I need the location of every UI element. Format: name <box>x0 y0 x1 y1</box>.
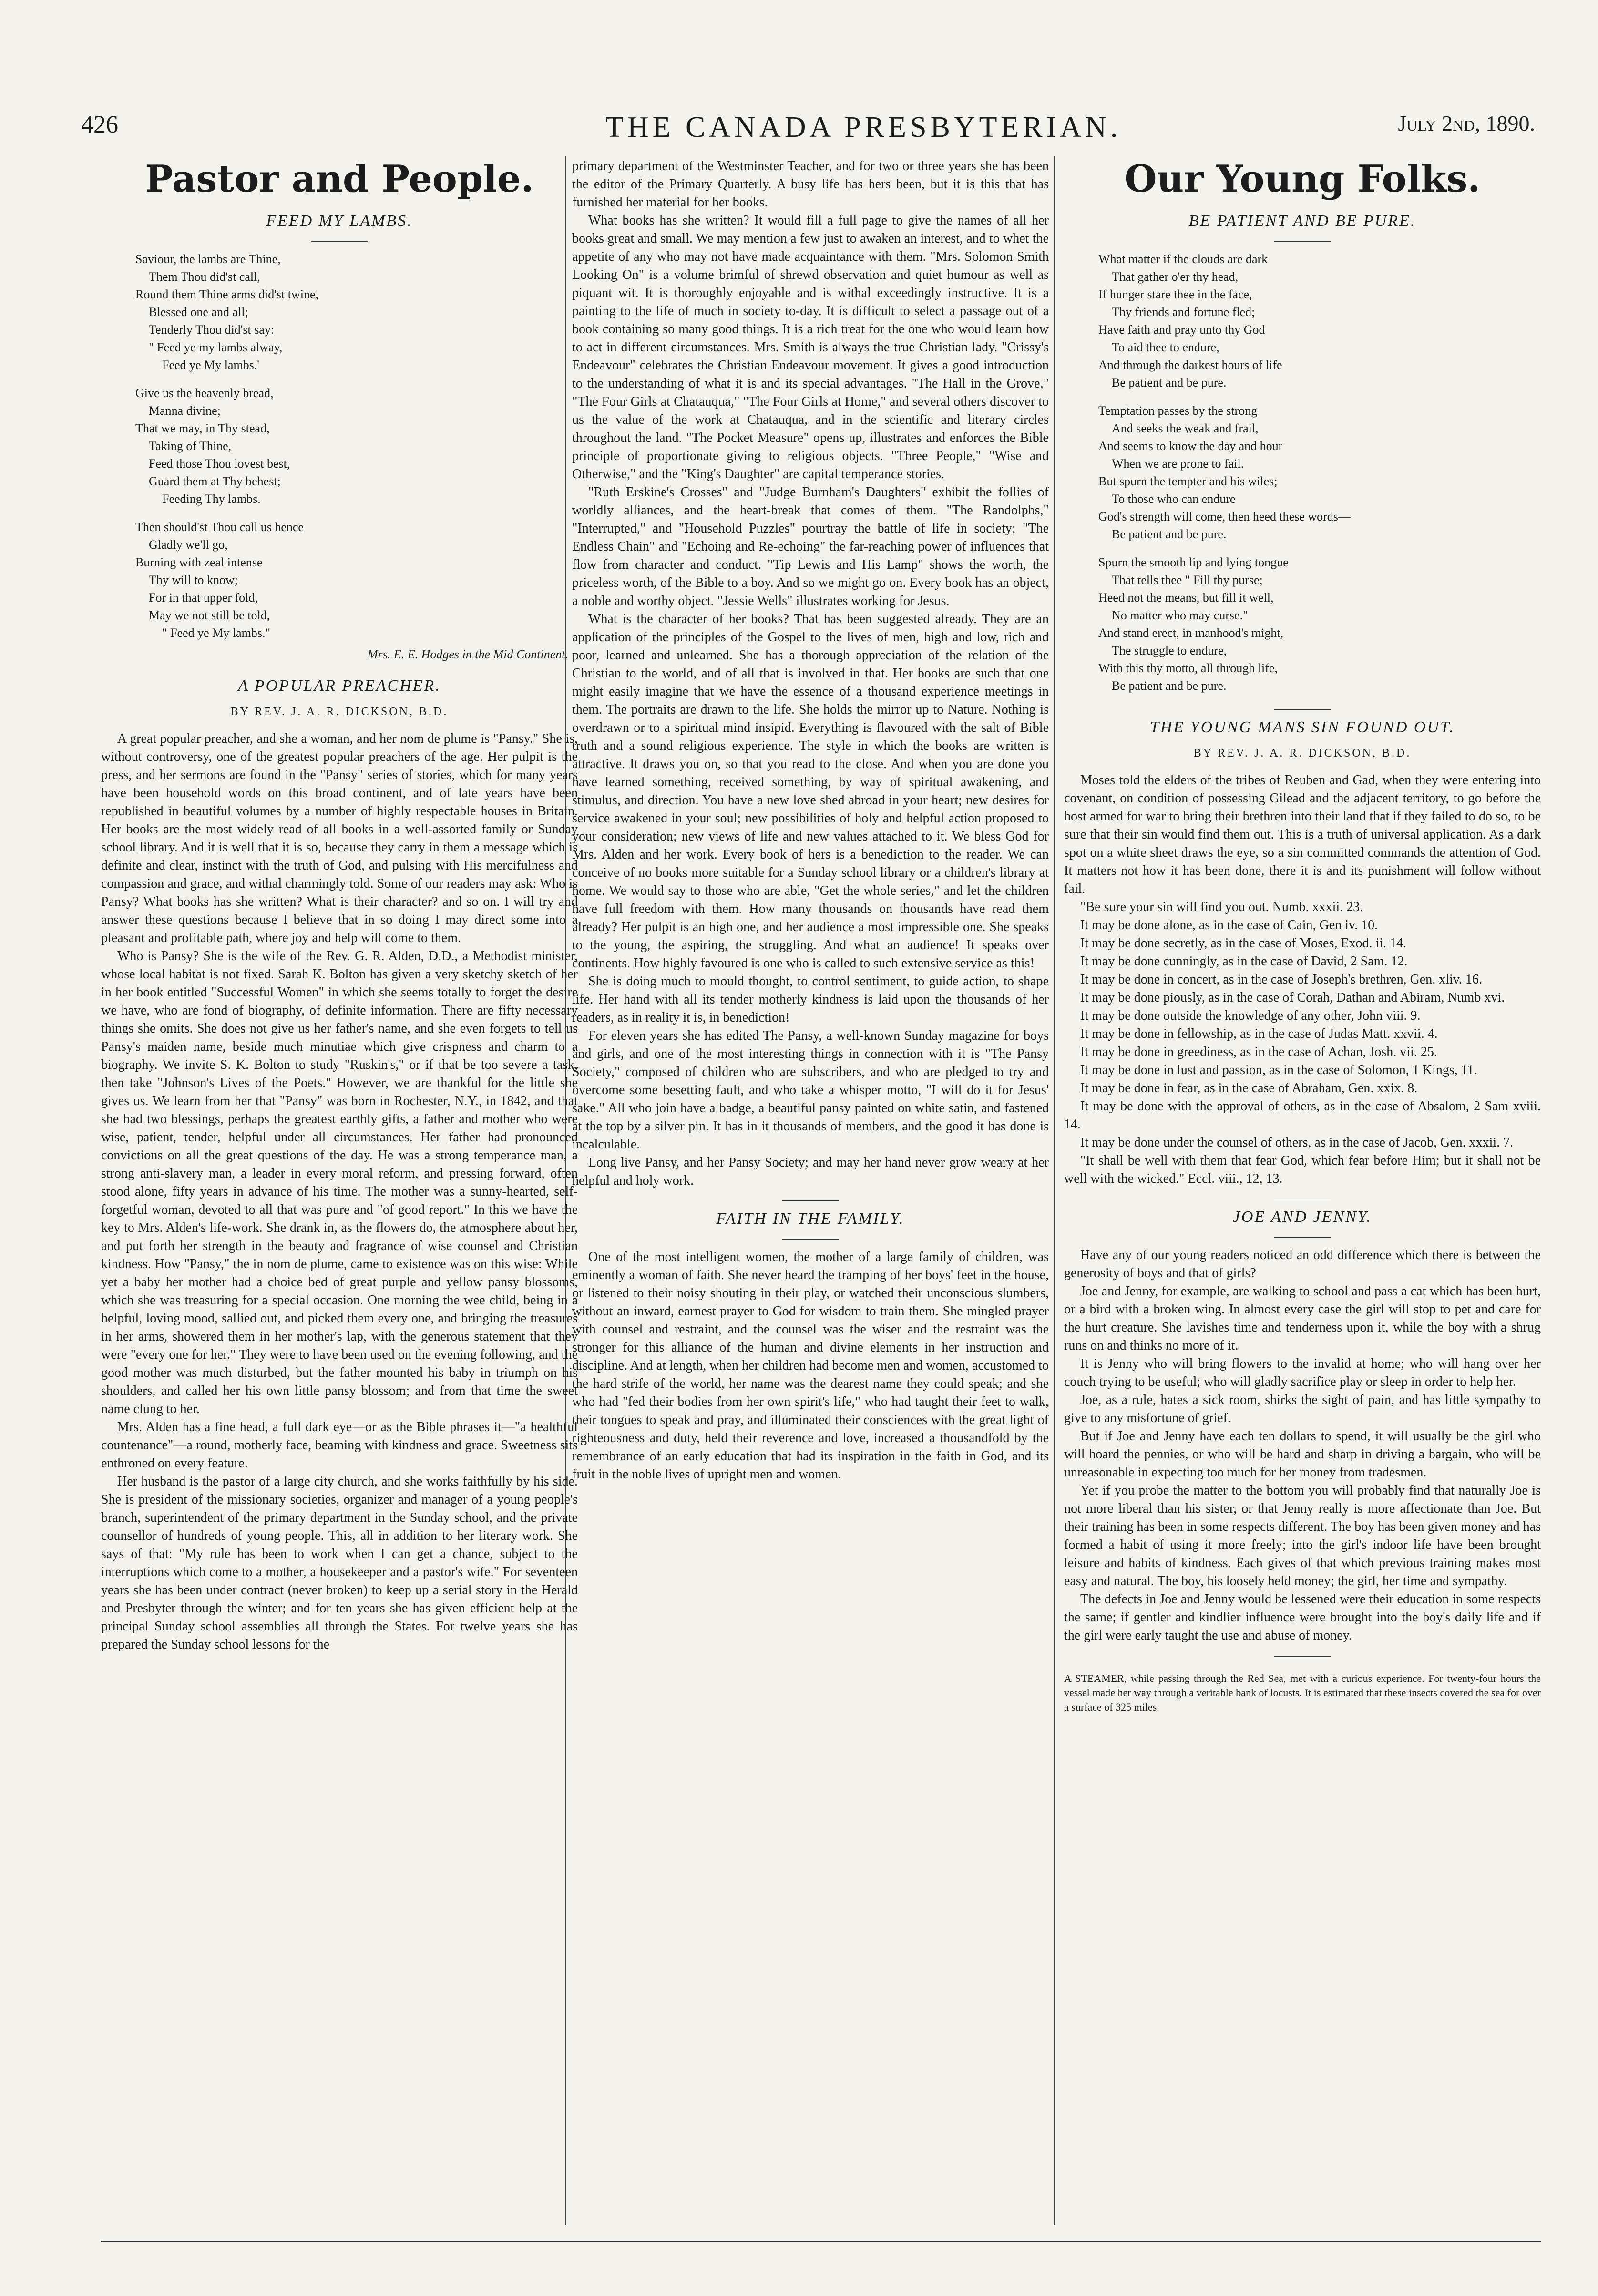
article-body <box>1064 1246 1541 1645</box>
poem-line: That gather o'er thy head, <box>1112 270 1239 284</box>
divider <box>1274 1237 1331 1238</box>
divider <box>782 1200 839 1201</box>
poem-line: Guard them at Thy behest; <box>149 474 281 488</box>
poem-line: But spurn the tempter and his wiles; <box>1098 474 1278 488</box>
article-title: JOE AND JENNY. <box>1232 1208 1373 1226</box>
poem-line: What matter if the clouds are dark <box>1098 252 1268 266</box>
paragraph: Yet if you probe the matter to the bottom you will probably find that naturally Joe is not more liberal than his sister, or that Jenny really is more affectionate than Joe. But their training has been in some respects different. The boy has been given money and has formed a habit of using it more freely; into the girl's indoor life have been brought leisure and habits of kindness. Each gives of that which previous training makes most easy and natural. The boy, his loosely held money; the girl, her time and sympathy. <box>1064 1483 1541 1589</box>
paragraph: Long live Pansy, and her Pansy Society; and may her hand never grow weary at her helpful and holy work. <box>572 1155 1049 1188</box>
poem-line: Feeding Thy lambs. <box>162 492 261 506</box>
poem <box>1098 250 1541 695</box>
poem-line: Feed ye My lambs.' <box>162 358 259 372</box>
paragraph: The defects in Joe and Jenny would be lessened were their education in some respects the same; if gentler and kindlier influence were brought into the boy's daily life and if the girl were early taught the use and abuse of money. <box>1064 1592 1541 1643</box>
poem-line: Blessed one and all; <box>149 305 248 319</box>
paragraph: Joe and Jenny, for example, are walking to school and pass a cat which has been hurt, or a bird with a broken wing. In almost every case the girl will stop to pet and care for the hurt creature. She lavishes time and tenderness upon it, while the boy with a shrug runs on and thinks no more of it. <box>1064 1284 1541 1353</box>
poem-line: To those who can endure <box>1112 492 1236 506</box>
poem-line: And stand erect, in manhood's might, <box>1098 626 1284 640</box>
poem-line: Round them Thine arms did'st twine, <box>135 287 319 301</box>
paragraph: Who is Pansy? She is the wife of the Rev. G. R. Alden, D.D., a Methodist minister, whose local habitat is not fixed. Sarah K. Bolton has given a very sketchy sketch of her in her book entitled "Successful Women" in which she seems totally to forget the desire we have, who are fond of biography, of definite information. There are fifty necessary things she omits. She does not give us her father's name, and she even forgets to tell us Pansy's maiden name, beside much minutiae which give crispness and charm to a biography. We invite S. K. Bolton to study "Ruskin's," or if that be too severe a task, then take "Johnson's Lives of the Poets." However, we are thankful for the little she gives us. We learn from her that "Pansy" was born in Rochester, N.Y., in 1842, and that she had two blessings, perhaps the greatest earthly gifts, a father and mother who were wise, patient, tender, helpful under all circumstances. Her father had pronounced convictions on all the great questions of the day. He was a strong temperance man, a strong anti-slavery man, a leader in every moral reform, and pressing forward, often stood alone, fifty years in advance of his time. The mother was a sunny-hearted, self-forgetful woman, devoted to all that was pure and "of good report." In this we have the key to Mrs. Alden's life-work. She drank in, as the flowers do, the atmosphere about her, and put forth her strength in the beauty and fragrance of wise counsel and Christian kindness. How "Pansy," the in nom de plume, came to existence was on this wise: While yet a baby her mother had a choice bed of great purple and yellow pansy blossoms, which she was treasuring for a special occasion. One morning the wee child, being in a helpful, loving mood, sallied out, and picked them every one, and bringing the treasures in her arms, showered them in her mother's lap, with the generous statement that they were "every one for her." They were to have been used on the evening following, and the good mother was much disturbed, but the father mounted his baby in triumph on his shoulders, and called her his own little pansy blossom; and from that time the sweet name clung to her. <box>101 949 578 1416</box>
poem-line: Feed those Thou lovest best, <box>149 457 290 471</box>
poem-line: May we not still be told, <box>149 608 270 622</box>
poem-line: Heed not the means, but fill it well, <box>1098 591 1274 605</box>
paragraph: She is doing much to mould thought, to control sentiment, to guide action, to shape life. Her hand with all its tender motherly kindness is laid upon the thousands of her readers, as in reality it is, in benediction! <box>572 974 1049 1025</box>
article-body-continued <box>572 157 1049 1190</box>
paragraph: "It shall be well with them that fear God, which fear before Him; but it shall not be well with the wicked." Eccl. viii., 12, 13. <box>1064 1153 1541 1186</box>
paragraph: It may be done piously, as in the case of Corah, Dathan and Abiram, Numb xvi. <box>1080 990 1505 1005</box>
note-lead: A STEAMER, <box>1064 1672 1127 1684</box>
poem-line: Be patient and be pure. <box>1112 376 1227 390</box>
poem-line: Thy friends and fortune fled; <box>1112 305 1255 319</box>
column-rule <box>1054 156 1055 2225</box>
news-note <box>1064 1671 1541 1714</box>
poem-line: The struggle to endure, <box>1112 644 1227 657</box>
paragraph: But if Joe and Jenny have each ten dollars to spend, it will usually be the girl who will hoard the pennies, or who will be hard and sharp in driving a bargain, who will be unreasonable in expecting too much for her money from tradesmen. <box>1064 1429 1541 1480</box>
divider <box>1274 241 1331 242</box>
paragraph: primary department of the Westminster Teacher, and for two or three years she has been the editor of the Primary Quarterly. A busy life has hers been, but it is this that has furnished her material for her books. <box>572 159 1049 210</box>
poem-line: That tells thee " Fill thy purse; <box>1112 573 1263 587</box>
poem-line: Gladly we'll go, <box>149 538 228 552</box>
poem-line: Taking of Thine, <box>149 439 232 453</box>
poem-line: Manna divine; <box>149 404 221 418</box>
paragraph: One of the most intelligent women, the mother of a large family of children, was eminently a woman of faith. She never heard the tramping of her boys' feet in the house, or listened to their noisy shouting in their play, or watched their unconscious slumbers, without an inward, earnest prayer to God for wisdom to train them. She mingled prayer with counsel and restraint, and the counsel was the wiser and the restraint was the stronger for this alliance of the human and divine elements in her instruction and discipline. And at length, when her children had become men and women, accustomed to the hard strife of the world, her name was the dearest name they could speak; and she who had "fed their bodies from her own spirit's life," who had taught their feet to walk, their tongues to speak and pray, and illuminated their consciences with the great light of righteousness and duty, held their reverence and love, increased a thousandfold by the remembrance of an early education that had its inspiration in the faith in God, and its fruit in the noble lives of upright men and women. <box>572 1250 1049 1482</box>
issue-date: July 2nd, 1890. <box>1398 111 1535 135</box>
paragraph: It may be done in lust and passion, as in the case of Solomon, 1 Kings, 11. <box>1080 1063 1477 1077</box>
poem-title: FEED MY LAMBS. <box>266 212 413 230</box>
divider <box>311 241 368 242</box>
paragraph: Mrs. Alden has a fine head, a full dark eye—or as the Bible phrases it—"a healthful countenance"—a round, motherly face, beaming with kindness and grace. Sweetness sits enthroned on every feature. <box>101 1420 578 1471</box>
poem-line: Temptation passes by the strong <box>1098 404 1258 418</box>
column-left <box>101 157 578 2231</box>
paragraph: Her husband is the pastor of a large city church, and she works faithfully by his side. She is president of the missionary societies, organizer and manager of a young people's branch, superintendent of the primary department in the Sunday school, and the private counsellor of hundreds of young people. This, all in addition to her literary work. She says of that: "My rule has been to work when I can get a chance, subject to the interruptions which come to a mother, a housekeeper and a pastor's wife." For seventeen years she has been under contract (never broken) to keep up a serial story in the Herald and Presbyter through the winter; and for ten years she has given efficient help at the principal Sunday school assemblies all through the States. For twelve years she has prepared the Sunday school lessons for the <box>101 1474 578 1652</box>
paragraph: It may be done alone, as in the case of Cain, Gen iv. 10. <box>1080 918 1378 933</box>
poem-line: To aid thee to endure, <box>1112 340 1219 354</box>
divider <box>1274 1656 1331 1657</box>
poem-line: That we may, in Thy stead, <box>135 421 270 435</box>
paragraph: A great popular preacher, and she a woman, and her nom de plume is "Pansy." She is, without controversy, one of the greatest popular preachers of the age. Her pulpit is the press, and her sermons are found in the "Pansy" series of stories, which for many years have been household words on this broad continent, and of late years have been republished in beautiful volumes by a number of highly respectable houses in Britain. Her books are the most widely read of all books in a well-assorted family or Sunday school library. And it is well that it is so, because they carry in them a message which is definite and clear, instinct with the truth of God, and pulsing with His mercifulness and compassion and grace, and withal charmingly told. Some of our readers may ask: Who is Pansy? What books has she written? What is their character? and so on. I will try and answer these questions because I believe that in so doing I may direct some into a pleasant and profitable path, where joy and help will come to them. <box>101 731 578 945</box>
poem-line: And seems to know the day and hour <box>1098 439 1283 453</box>
paragraph: It may be done in fellowship, as in the case of Judas Matt. xxvii. 4. <box>1080 1026 1438 1041</box>
paragraph: Moses told the elders of the tribes of Reuben and Gad, when they were entering into covenant, on condition of possessing Gilead and the adjacent territory, to go before the host armed for war to bring their brethren into their land that if they failed to do so, to be sure that their sin would find them out. This is a truth of universal application. As a dark spot on a white sheet draws the eye, so a sin committed commands the attention of God. It matters not how it has been done, there it is and its punishment will follow without fail. <box>1064 773 1541 896</box>
department-title: Pastor and People. <box>145 157 534 201</box>
poem-line: For in that upper fold, <box>149 591 258 605</box>
department-title: Our Young Folks. <box>1124 157 1481 201</box>
paragraph: Have any of our young readers noticed an odd difference which there is between the generosity of boys and that of girls? <box>1064 1248 1541 1281</box>
page-number: 426 <box>81 111 118 138</box>
stanza-gap <box>135 508 578 518</box>
poem-line: Be patient and be pure. <box>1112 527 1227 541</box>
poem-line: " Feed ye my lambs alway, <box>149 340 283 354</box>
divider <box>782 1239 839 1240</box>
paragraph: For eleven years she has edited The Pansy, a well-known Sunday magazine for boys and girls, and one of the most interesting things in connection with it is "The Pansy Society," composed of children who are subscribers, and who are pledged to try and overcome some besetting fault, and who take a whisper motto, "I will do it for Jesus' sake." All who join have a badge, a beautiful pansy painted on white satin, and fastened at the top by a silver pin. It has in it thousands of members, and the good it has done is incalculable. <box>572 1028 1049 1152</box>
article-title: THE YOUNG MANS SIN FOUND OUT. <box>1150 718 1455 736</box>
poem-line: And seeks the weak and frail, <box>1112 421 1259 435</box>
paragraph: It may be done under the counsel of others, as in the case of Jacob, Gen. xxxii. 7. <box>1080 1135 1514 1150</box>
paragraph: What is the character of her books? That has been suggested already. They are an application of the principles of the Gospel to the lives of men, high and low, rich and poor, learned and unlearned. She has a thorough appreciation of the relation of the Christian to the world, and of all that is involved in that. Her books are such that one might easily imagine that we have the essence of a thousand experience meetings in them. The portraits are drawn to the life. She holds the mirror up to Nature. Nothing is overdrawn or to a spiritual mind insipid. Everything is flavoured with the salt of Bible truth and a sound religious experience. The style in which the books are written is attractive. It draws you on, so that you read to the close. And when you are done you have learned something, received something, by way of spiritual awakening, and stimulus, and direction. You have a new love shed abroad in your heart; new desires for service awakened in your soul; new possibilities of holy and helpful action proposed to your consideration; new views of life and new values attached to it. We bless God for Mrs. Alden and her work. Every book of hers is a benediction to the reader. We can conceive of no books more suitable for a Sunday school library or a children's library at home. We would say to those who are able, "Get the whole series," and let the children have full freedom with them. How many thousands on thousands have read them already? Her pulpit is an high one, and her audience a most impressible one. She speaks to the young, the aspiring, the struggling. And what an audience! It speaks over continents. How highly favoured is one who is called to such extensive service as this! <box>572 612 1049 971</box>
poem-line: Be patient and be pure. <box>1112 679 1227 693</box>
paragraph: Joe, as a rule, hates a sick room, shirks the sight of pain, and has little sympathy to give to any misfortune of grief. <box>1064 1393 1541 1425</box>
poem-line: God's strength will come, then heed these words— <box>1098 510 1351 523</box>
bottom-rule <box>101 2241 1541 2242</box>
paragraph: It may be done with the approval of others, as in the case of Absalom, 2 Sam xviii. 14. <box>1064 1099 1541 1132</box>
paragraph: It is Jenny who will bring flowers to the invalid at home; who will hang over her couch trying to be useful; who will gladly sacrifice play or sleep in order to help her. <box>1064 1356 1541 1389</box>
article-byline: BY REV. J. A. R. DICKSON, B.D. <box>1193 747 1412 759</box>
paragraph: It may be done cunningly, as in the case of David, 2 Sam. 12. <box>1080 954 1408 969</box>
article-body <box>101 730 578 1654</box>
stanza-gap <box>135 374 578 384</box>
poem-line: " Feed ye My lambs." <box>162 626 271 640</box>
stanza-gap <box>1098 543 1541 554</box>
poem-line: No matter who may curse." <box>1112 608 1248 622</box>
paragraph: What books has she written? It would fill a full page to give the names of all her books great and small. We may mention a few just to awaken an interest, and to whet the appetite of any who may not have made acquaintance with them. "Mrs. Solomon Smith Looking On" is a volume brimful of shrewd observation and quiet humour as well as piquant wit. It is thoroughly enjoyable and is withal exceedingly instructive. It is a painting to the life of much in society to-day. It is difficult to select a passage out of a book containing so many good things. It is a rich treat for the one who would learn how to act in different circumstances. Mrs. Smith is always the true Christian lady. "Crissy's Endeavour" celebrates the Christian Endeavour movement. It gives a good introduction to the understanding of what it is and its special advantages. "The Hall in the Grove," "The Four Girls at Chatauqua," "The Four Girls at Home," and several others discover to us the value of the work at Chatauqua, and in the scientific and literary circles throughout the land. "The Pocket Measure" opens up, illustrates and enforces the Bible principle of proportionate giving to religious objects. "Three People," "Wise and Otherwise," and the "King's Daughter" are capital temperance stories. <box>572 213 1049 482</box>
poem-line: Tenderly Thou did'st say: <box>149 323 275 337</box>
paragraph: It may be done in greediness, as in the case of Achan, Josh. vii. 25. <box>1080 1045 1437 1059</box>
poem-line: Them Thou did'st call, <box>149 270 260 284</box>
poem-line: Then should'st Thou call us hence <box>135 520 304 534</box>
poem-title: BE PATIENT AND BE PURE. <box>1188 212 1416 230</box>
article-body <box>572 1248 1049 1484</box>
running-header <box>81 111 1535 154</box>
poem-credit: Mrs. E. E. Hodges in the Mid Continent. <box>367 647 568 661</box>
article-title: FAITH IN THE FAMILY. <box>716 1210 905 1228</box>
paragraph: It may be done in fear, as in the case of Abraham, Gen. xxix. 8. <box>1080 1081 1418 1096</box>
poem-line: Thy will to know; <box>149 573 238 587</box>
poem-line: Have faith and pray unto thy God <box>1098 323 1265 337</box>
poem <box>135 250 578 642</box>
poem-line: Spurn the smooth lip and lying tongue <box>1098 555 1289 569</box>
paragraph: It may be done secretly, as in the case of Moses, Exod. ii. 14. <box>1080 936 1407 951</box>
poem-line: When we are prone to fail. <box>1112 457 1244 471</box>
paragraph: "Ruth Erskine's Crosses" and "Judge Burnham's Daughters" exhibit the follies of worldly alliances, and the heart-break that comes of them. "The Randolphs," "Interrupted," and "Household Puzzles" pourtray the battle of life in society; "The Endless Chain" and "Echoing and Re-echoing" the far-reaching power of influences that flow from character and conduct. "Tip Lewis and His Lamp" shows the worth, the priceless worth, of the Bible to a boy. And so we might go on. Every book has an object, a noble and worthy object. "Jessie Wells" illustrates working for Jesus. <box>572 485 1049 608</box>
poem-line: Saviour, the lambs are Thine, <box>135 252 281 266</box>
paragraph: "Be sure your sin will find you out. Numb. xxxii. 23. <box>1080 900 1363 914</box>
poem-line: Burning with zeal intense <box>135 555 263 569</box>
column-right <box>1064 157 1541 2231</box>
divider <box>1274 709 1331 710</box>
stanza-gap <box>1098 391 1541 402</box>
poem-line: Give us the heavenly bread, <box>135 386 274 400</box>
journal-title: THE CANADA PRESBYTERIAN. <box>605 111 1122 144</box>
article-byline: BY REV. J. A. R. DICKSON, B.D. <box>230 706 449 718</box>
note-text: while passing through the Red Sea, met with a curious experience. For twenty-four hours the vessel made her way through a veritable bank of locusts. It is estimated that these insects covered the sea for over a surface of 325 miles. <box>1064 1672 1541 1713</box>
column-middle <box>572 157 1049 2231</box>
article-title: A POPULAR PREACHER. <box>238 677 441 695</box>
paragraph: It may be done outside the knowledge of any other, John viii. 9. <box>1080 1008 1421 1023</box>
poem-line: And through the darkest hours of life <box>1098 358 1282 372</box>
article-body <box>1064 771 1541 1188</box>
paragraph: It may be done in concert, as in the case of Joseph's brethren, Gen. xliv. 16. <box>1080 972 1482 987</box>
poem-line: With this thy motto, all through life, <box>1098 661 1278 675</box>
poem-line: If hunger stare thee in the face, <box>1098 287 1252 301</box>
